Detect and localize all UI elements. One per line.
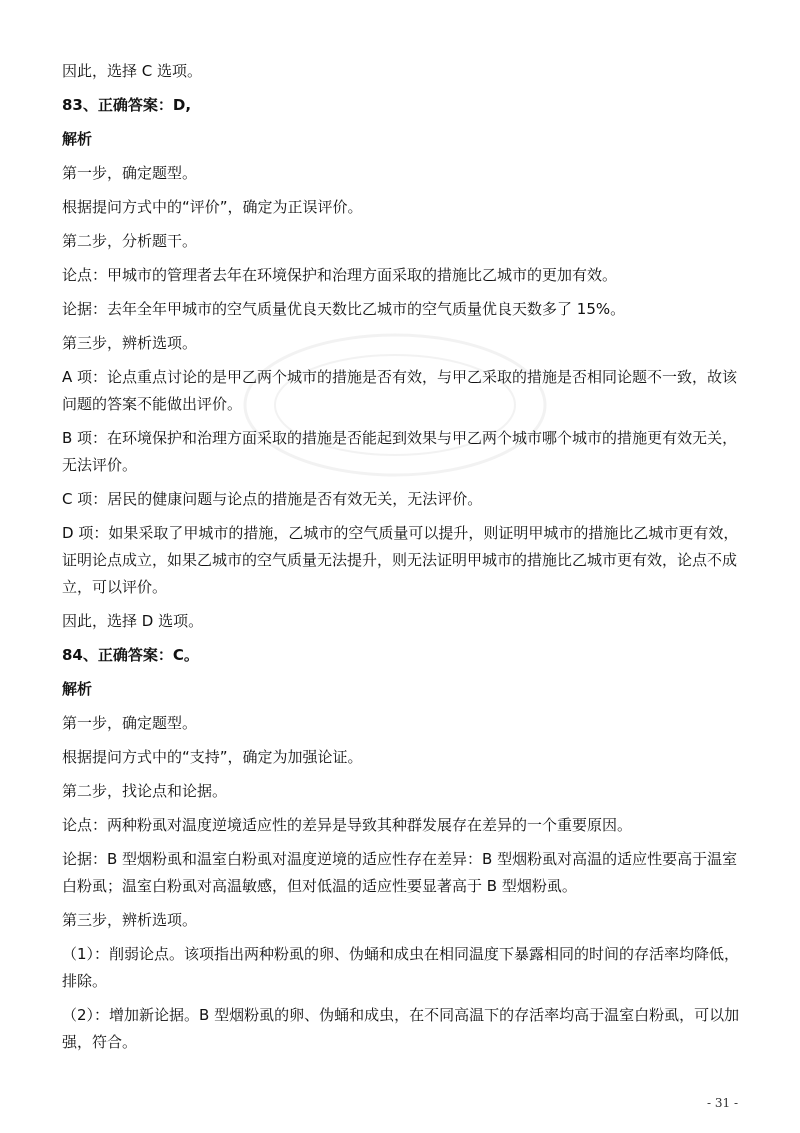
argument-evidence-84: 论据：B 型烟粉虱和温室白粉虱对温度逆境的适应性存在差异：B 型烟粉虱对高温的适应性要高于温室白粉虱；温室白粉虱对高温敏感，但对低温的适应性要显著高于 B 型烟粉虱。 — [62, 850, 738, 895]
step-2-84: 第二步，找论点和论据。 — [62, 782, 228, 800]
option-b-83: B 项：在环境保护和治理方面采取的措施是否能起到效果与甲乙两个城市哪个城市的措施更有效无关，无法评价。 — [62, 429, 738, 474]
document-body — [62, 58, 744, 1056]
conclusion-83: 因此，选择 D 选项。 — [62, 612, 204, 630]
option-d-83: D 项：如果采取了甲城市的措施，乙城市的空气质量可以提升，则证明甲城市的措施比乙城市更有效，证明论点成立，如果乙城市的空气质量无法提升，则无法证明甲城市的措施比乙城市更有效，论点不成立，可以评价。 — [62, 524, 739, 596]
answer-heading-84: 84、正确答案：C。 — [62, 646, 199, 664]
option-1-84: （1）：削弱论点。该项指出两种粉虱的卵、伪蛹和成虫在相同温度下暴露相同的时间的存活率均降低，排除。 — [62, 945, 740, 990]
conclusion-82: 因此，选择 C 选项。 — [62, 62, 203, 80]
option-2-84: （2）：增加新论据。B 型烟粉虱的卵、伪蛹和成虫，在不同高温下的存活率均高于温室白粉虱，可以加强，符合。 — [62, 1006, 740, 1051]
page-number: - 31 - — [706, 1096, 738, 1110]
step-1-83: 第一步，确定题型。 — [62, 164, 198, 182]
question-type-83: 根据提问方式中的“评价”，确定为正误评价。 — [62, 198, 363, 216]
argument-point-84: 论点：两种粉虱对温度逆境适应性的差异是导致其种群发展存在差异的一个重要原因。 — [62, 816, 633, 834]
question-type-84: 根据提问方式中的“支持”，确定为加强论证。 — [62, 748, 363, 766]
step-3-83: 第三步，辨析选项。 — [62, 334, 198, 352]
argument-point-83: 论点：甲城市的管理者去年在环境保护和治理方面采取的措施比乙城市的更加有效。 — [62, 266, 618, 284]
analysis-heading-83: 解析 — [62, 130, 93, 148]
step-2-83: 第二步，分析题干。 — [62, 232, 198, 250]
argument-evidence-83: 论据：去年全年甲城市的空气质量优良天数比乙城市的空气质量优良天数多了 15%。 — [62, 300, 626, 318]
option-c-83: C 项：居民的健康问题与论点的措施是否有效无关，无法评价。 — [62, 490, 483, 508]
answer-heading-83: 83、正确答案：D, — [62, 96, 192, 114]
step-3-84: 第三步，辨析选项。 — [62, 911, 198, 929]
step-1-84: 第一步，确定题型。 — [62, 714, 198, 732]
option-a-83: A 项：论点重点讨论的是甲乙两个城市的措施是否有效，与甲乙采取的措施是否相同论题不一致，故该问题的答案不能做出评价。 — [62, 368, 738, 413]
analysis-heading-84: 解析 — [62, 680, 93, 698]
